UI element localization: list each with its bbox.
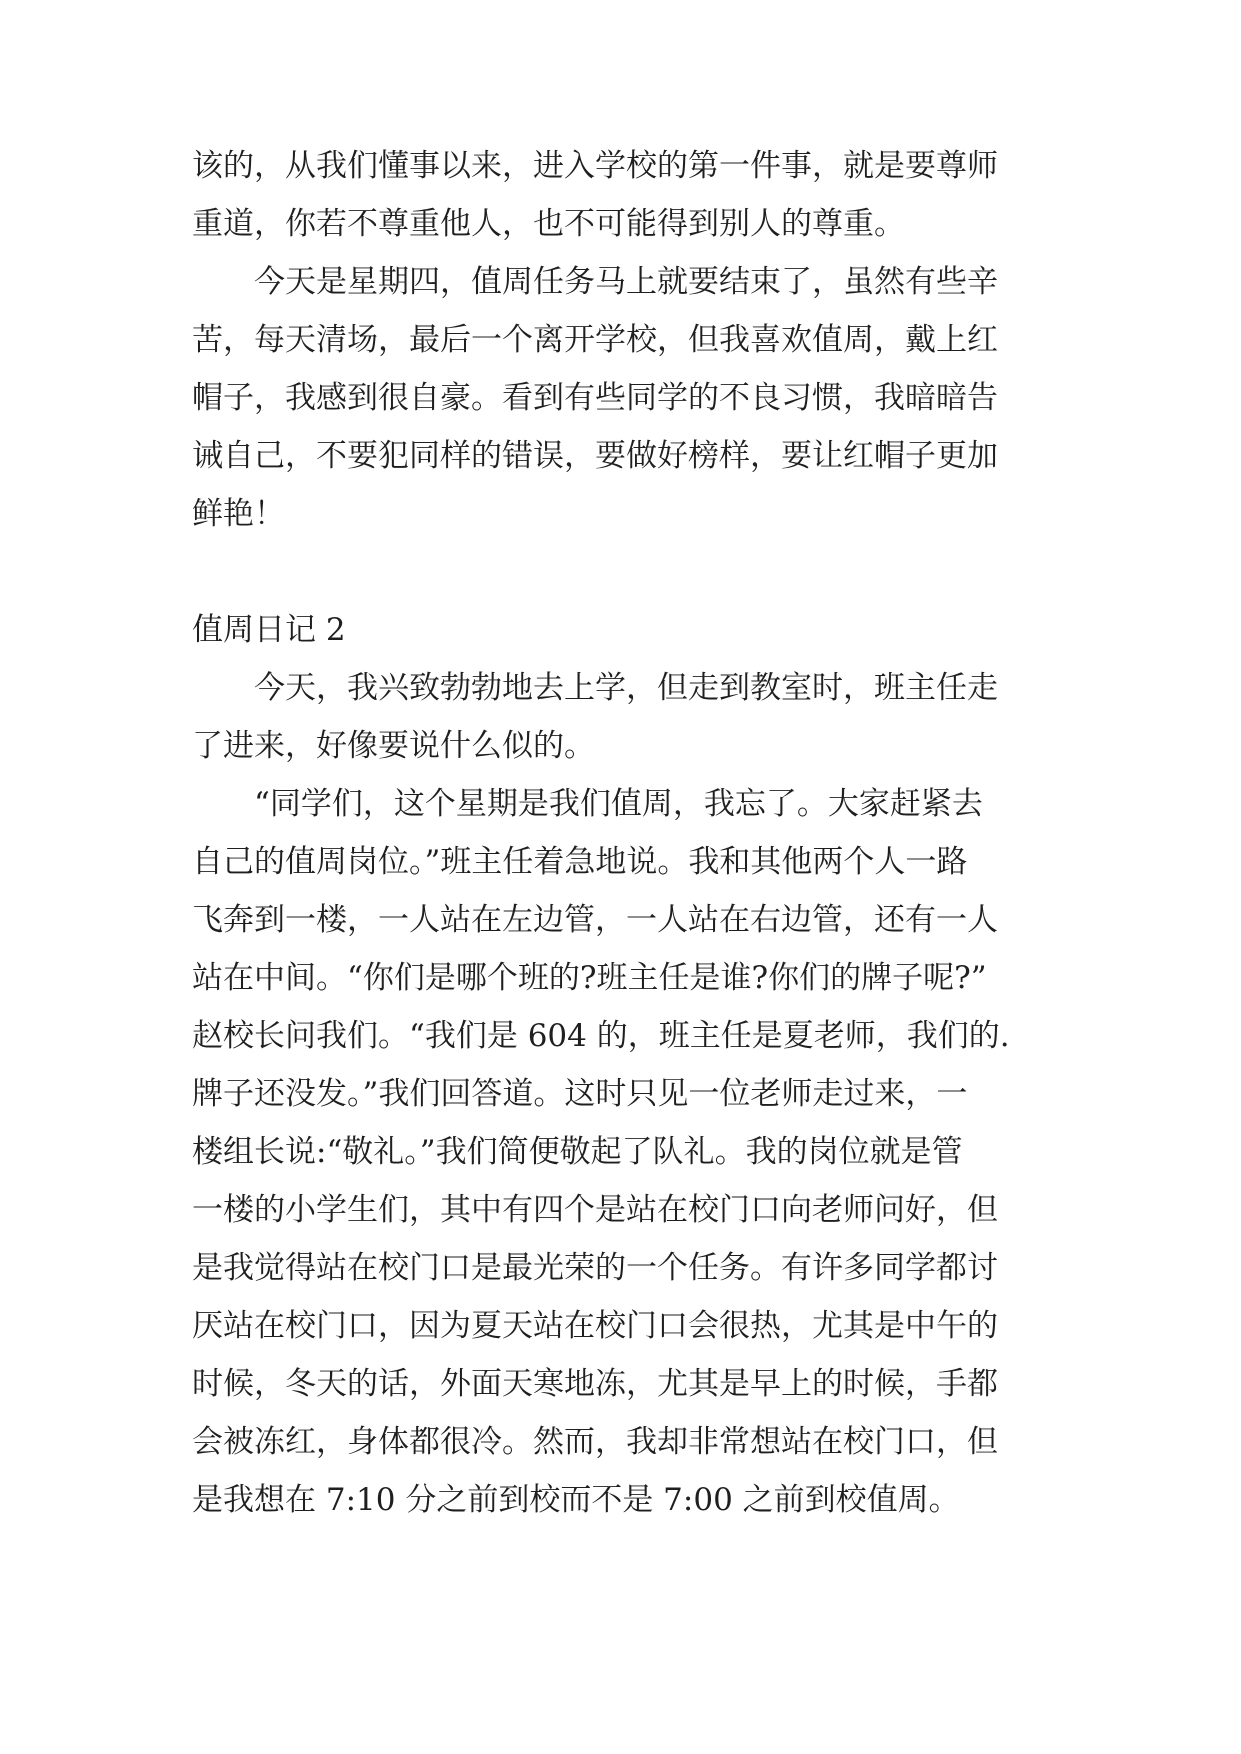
text-line: 鲜艳！ — [192, 496, 285, 532]
text-line: 会被冻红，身体都很冷。然而，我却非常想站在校门口，但 — [192, 1424, 998, 1460]
section-heading: 值周日记 2 — [192, 612, 346, 648]
text-line: 了进来，好像要说什么似的。 — [192, 728, 595, 764]
text-line: 诫自己，不要犯同样的错误，要做好榜样，要让红帽子更加 — [192, 438, 998, 474]
text-line: 帽子，我感到很自豪。看到有些同学的不良习惯，我暗暗告 — [192, 380, 998, 416]
text-line: 厌站在校门口，因为夏天站在校门口会很热，尤其是中午的 — [192, 1308, 998, 1344]
text-line: “同学们，这个星期是我们值周，我忘了。大家赶紧去 — [192, 786, 983, 822]
text-line: 今天，我兴致勃勃地去上学，但走到教室时，班主任走 — [192, 670, 998, 706]
text-line: 是我觉得站在校门口是最光荣的一个任务。有许多同学都讨 — [192, 1250, 998, 1286]
text-line: 一楼的小学生们，其中有四个是站在校门口向老师问好，但 — [192, 1192, 998, 1228]
text-line: 该的，从我们懂事以来，进入学校的第一件事，就是要尊师 — [192, 148, 998, 184]
text-line: 苦，每天清场，最后一个离开学校，但我喜欢值周，戴上红 — [192, 322, 998, 358]
text-line: 今天是星期四，值周任务马上就要结束了，虽然有些辛 — [192, 264, 998, 300]
text-line: 自己的值周岗位。”班主任着急地说。我和其他两个人一路 — [192, 844, 968, 880]
text-line: 飞奔到一楼，一人站在左边管，一人站在右边管，还有一人 — [192, 902, 998, 938]
text-line: 重道，你若不尊重他人，也不可能得到别人的尊重。 — [192, 206, 905, 242]
text-line: 站在中间。“你们是哪个班的?班主任是谁?你们的牌子呢?” — [192, 960, 987, 996]
text-line: 牌子还没发。”我们回答道。这时只见一位老师走过来，一 — [192, 1076, 968, 1112]
text-line: 时候，冬天的话，外面天寒地冻，尤其是早上的时候，手都 — [192, 1366, 998, 1402]
text-line: 赵校长问我们。“我们是 604 的，班主任是夏老师，我们的. — [192, 1018, 1010, 1054]
text-line: 楼组长说:“敬礼。”我们简便敬起了队礼。我的岗位就是管 — [192, 1134, 963, 1170]
text-line: 是我想在 7:10 分之前到校而不是 7:00 之前到校值周。 — [192, 1482, 960, 1518]
